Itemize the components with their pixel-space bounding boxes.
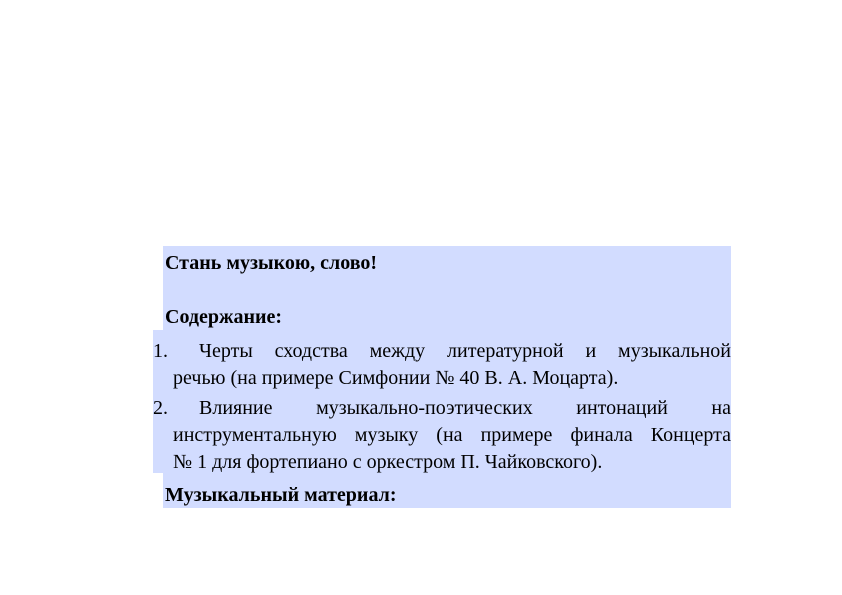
contents-heading: Содержание: — [165, 306, 283, 328]
list-item-text-line: Черты сходства между литературной и музыкальной — [199, 340, 731, 362]
list-item-text-line: инструментальную музыку (на примере финала Концерта — [173, 424, 731, 446]
contents-list-item — [153, 395, 731, 476]
list-item-text-line: Влияние музыкально-поэтических интонаций на — [199, 397, 731, 419]
contents-list-item — [153, 338, 731, 392]
list-item-text-line: № 1 для фортепиано с оркестром П. Чайковского). — [173, 451, 603, 473]
list-item-text-line: речью (на примере Симфонии № 40 В. А. Моцарта). — [173, 367, 619, 389]
list-item-number: 1. — [153, 340, 168, 362]
slide-title: Стань музыкою, слово! — [165, 252, 378, 274]
material-heading: Музыкальный материал: — [165, 484, 397, 506]
list-item-number: 2. — [153, 397, 168, 419]
